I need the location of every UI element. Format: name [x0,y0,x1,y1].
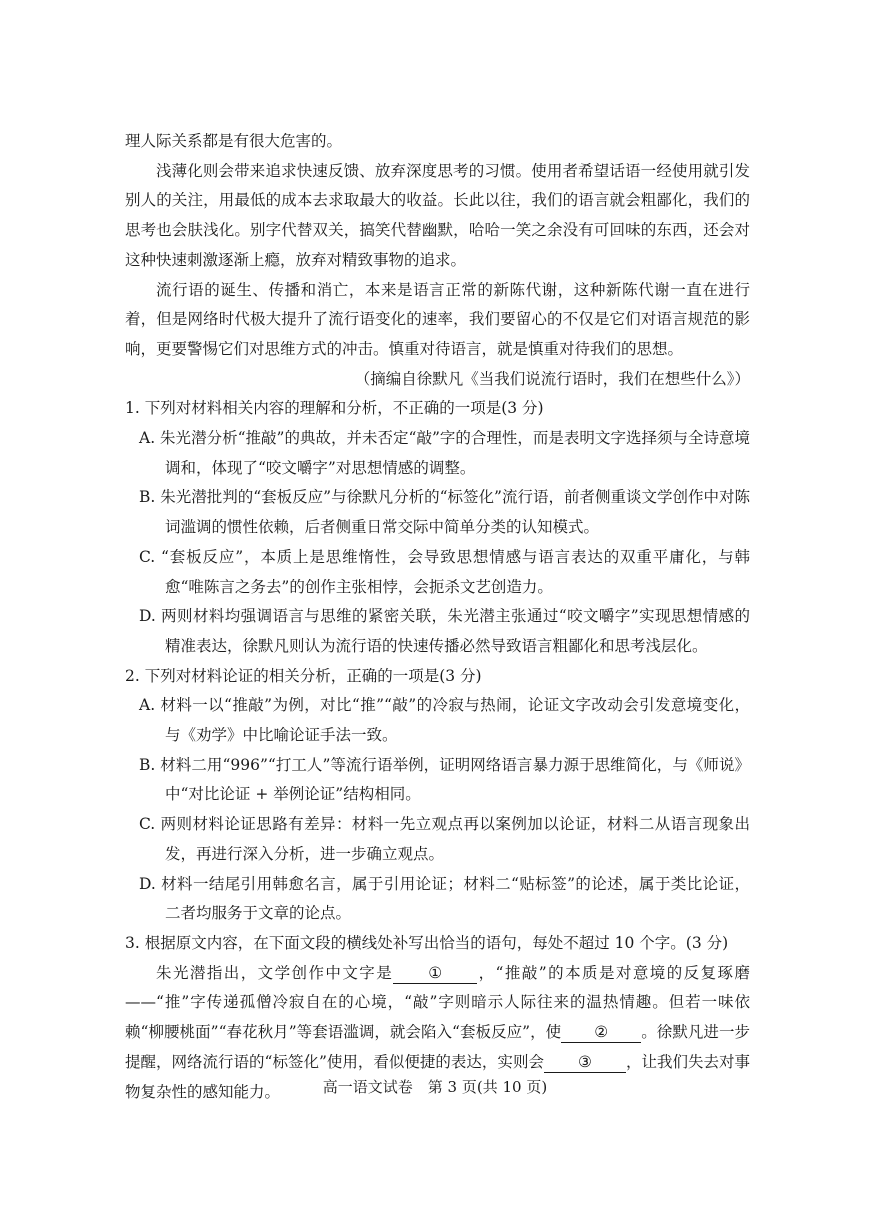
question-3-text-part-3: 。徐默凡进一步提醒，网络流行语的“标签化”使用，看似便捷的表达，实则会 [125,1023,750,1071]
question-1-option-d: D. 两则材料均强调语言与思维的紧密关联，朱光潜主张通过“咬文嚼字”实现思想情感的精准表达，徐默凡则认为流行语的快速传播必然导致语言粗鄙化和思考浅层化。 [139,607,750,655]
passage-paragraph-1: 浅薄化则会带来追求快速反馈、放弃深度思考的习惯。使用者希望话语一经使用就引发别人的关注，用最低的成本去求取最大的收益。长此以往，我们的语言就会粗鄙化，我们的思考也会肤浅化。别字代替双关，搞笑代替幽默，哈哈一笑之余没有可回味的东西，还会对这种快速刺激逐渐上瘾，放弃对精致事物的追求。 [125,161,750,269]
question-2-option-b: B. 材料二用“996”“打工人”等流行语举例，证明网络语言暴力源于思维简化，与《师说》中“对比论证 + 举例论证”结构相同。 [139,755,750,804]
passage-paragraph-2: 流行语的诞生、传播和消亡，本来是语言正常的新陈代谢，这种新陈代谢一直在进行着，但是网络时代极大提升了流行语变化的速率，我们要留心的不仅是它们对语言规范的影响，更要警惕它们对思维方式的冲击。慎重对待语言，就是慎重对待我们的思想。 [125,280,750,358]
fill-blank-1[interactable]: ① [393,963,477,984]
question-1-option-c: C. “套板反应”，本质上是思维惰性，会导致思想情感与语言表达的双重平庸化，与韩愈“唯陈言之务去”的创作主张相悖，会扼杀文艺创造力。 [139,547,750,596]
question-2-option-a: A. 材料一以“推敲”为例，对比“推”“敲”的冷寂与热闹，论证文字改动会引发意境变化，与《劝学》中比喻论证手法一致。 [139,696,750,745]
page-content [125,127,750,1107]
question-2-stem: 2. 下列对材料论证的相关分析，正确的一项是(3 分) [125,666,482,685]
question-3-text-part-1: 朱光潜指出，文学创作中文字是 [156,963,394,982]
passage-source: （摘编自徐默凡《当我们说流行语时，我们在想些什么》） [354,369,750,388]
fill-blank-3[interactable]: ③ [544,1052,626,1073]
question-1-option-b: B. 朱光潜批判的“套板反应”与徐默凡分析的“标签化”流行语，前者侧重谈文学创作中对陈词滥调的惯性依赖，后者侧重日常交际中简单分类的认知模式。 [139,488,750,537]
question-1-stem: 1. 下列对材料相关内容的理解和分析，不正确的一项是(3 分) [125,399,544,418]
passage-paragraph-0: 理人际关系都是有很大危害的。 [125,132,343,150]
question-2-option-d: D. 材料一结尾引用韩愈名言，属于引用论证；材料二“贴标签”的论述，属于类比论证，二者均服务于文章的论点。 [139,874,750,923]
page-footer: 高一语文试卷 第 3 页(共 10 页) [322,1078,548,1096]
question-3-stem: 3. 根据原文内容，在下面文段的横线处补写出恰当的语句，每处不超过 10 个字。(3 分) [125,933,729,952]
question-2-option-c: C. 两则材料论证思路有差异：材料一先立观点再以案例加以论证，材料二从语言现象出发，再进行深入分析，进一步确立观点。 [139,815,750,863]
fill-blank-2[interactable]: ② [561,1022,641,1043]
question-3-text-part-2: ，“推敲”的本质是对意境的反复琢磨——“推”字传递孤僧冷寂自在的心境，“敲”字则暗示人际往来的温热情趣。但若一味依赖“柳腰桃面”“春花秋月”等套语滥调，就会陷入“套板反应”，使 [125,963,750,1042]
question-1-option-a: A. 朱光潜分析“推敲”的典故，并未否定“敲”字的合理性，而是表明文字选择须与全诗意境调和，体现了“咬文嚼字”对思想情感的调整。 [139,429,750,477]
question-3-text-part-4: ，让我们失去对事物复杂性的感知能力。 [125,1052,750,1101]
